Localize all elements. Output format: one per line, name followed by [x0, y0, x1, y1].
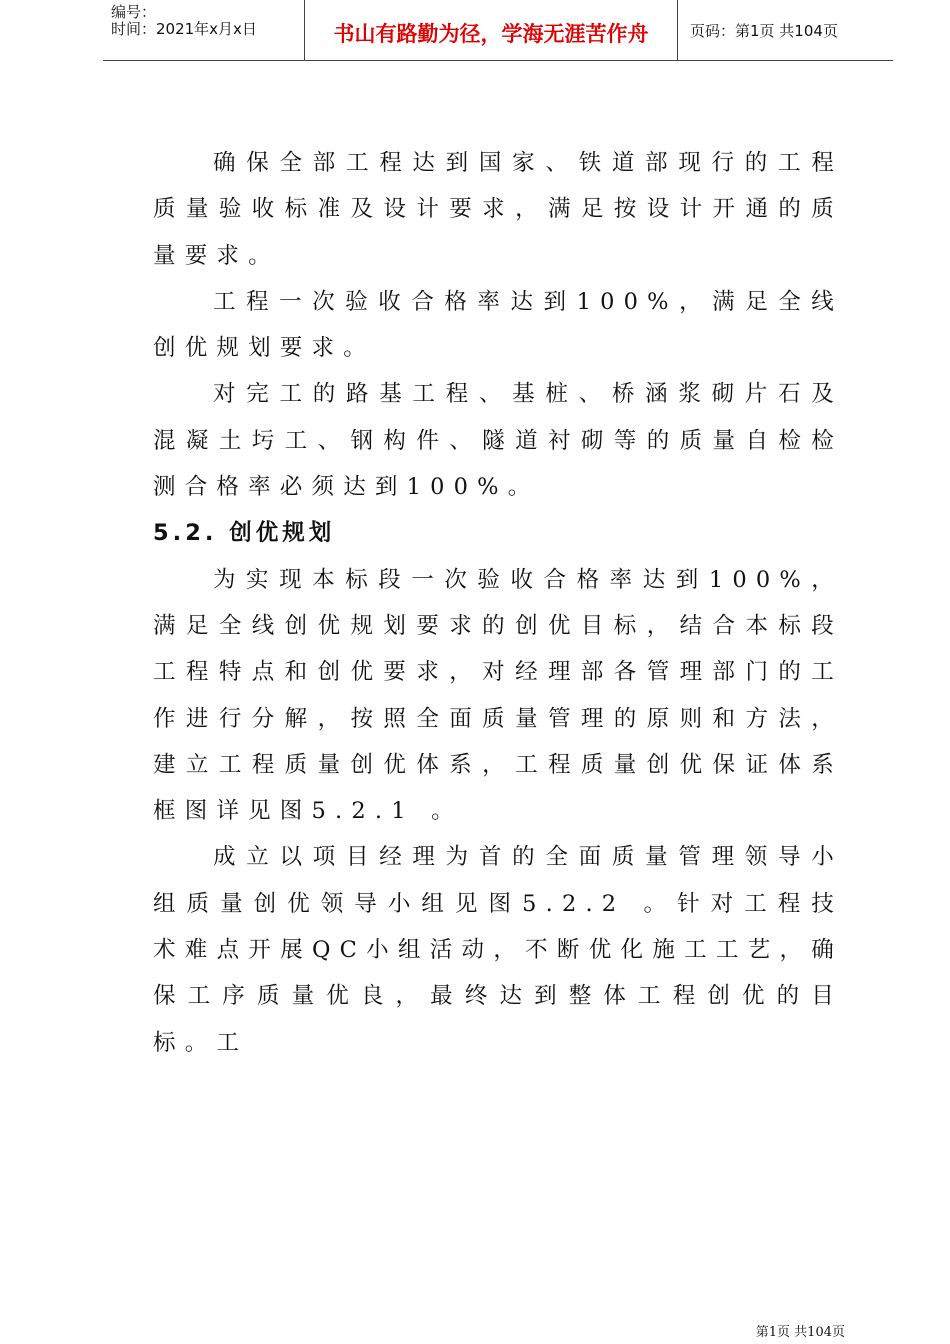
paragraph-excellence-plan: 为实现本标段一次验收合格率达到100%，满足全线创优规划要求的创优目标，结合本标段工程特点和创优要求，对经理部各管理部门的工作进行分解，按照全面质量管理的原则和方法，建立工程质量创优体系，工程质量创优保证体系框图详见图5.2.1 。 — [153, 566, 843, 825]
header-motto-cell — [305, 0, 678, 60]
document-body — [153, 140, 843, 1066]
doc-number-label: 编号： — [111, 3, 157, 21]
page-footer: 第1页 共104页 — [755, 1325, 845, 1340]
paragraph-leadership-group: 成立以项目经理为首的全面质量管理领导小组质量创优领导小组见图5.2.2 。针对工程技术难点开展QC小组活动，不断优化施工工艺，确保工序质量优良，最终达到整体工程创优的目标。工 — [153, 844, 843, 1056]
header-motto: 书山有路勤为径，学海无涯苦作舟 — [333, 22, 649, 46]
header-page-cell — [678, 0, 893, 60]
page-header — [103, 0, 893, 61]
doc-date-label: 时间：2021年x月x日 — [111, 20, 257, 38]
header-page-number: 页码：第1页 共104页 — [690, 22, 838, 40]
paragraph-quality-goal: 确保全部工程达到国家、铁道部现行的工程质量验收标准及设计要求，满足按设计开通的质量要求。 — [153, 150, 843, 269]
paragraph-acceptance-rate: 工程一次验收合格率达到100%，满足全线创优规划要求。 — [153, 288, 843, 362]
header-meta-cell — [103, 0, 305, 60]
section-heading: 5.2. 创优规划 — [153, 520, 336, 547]
paragraph-self-inspection: 对完工的路基工程、基桩、桥涵浆砌片石及混凝土圬工、钢构件、隧道衬砌等的质量自检检测合格率必须达到100%。 — [153, 381, 843, 501]
